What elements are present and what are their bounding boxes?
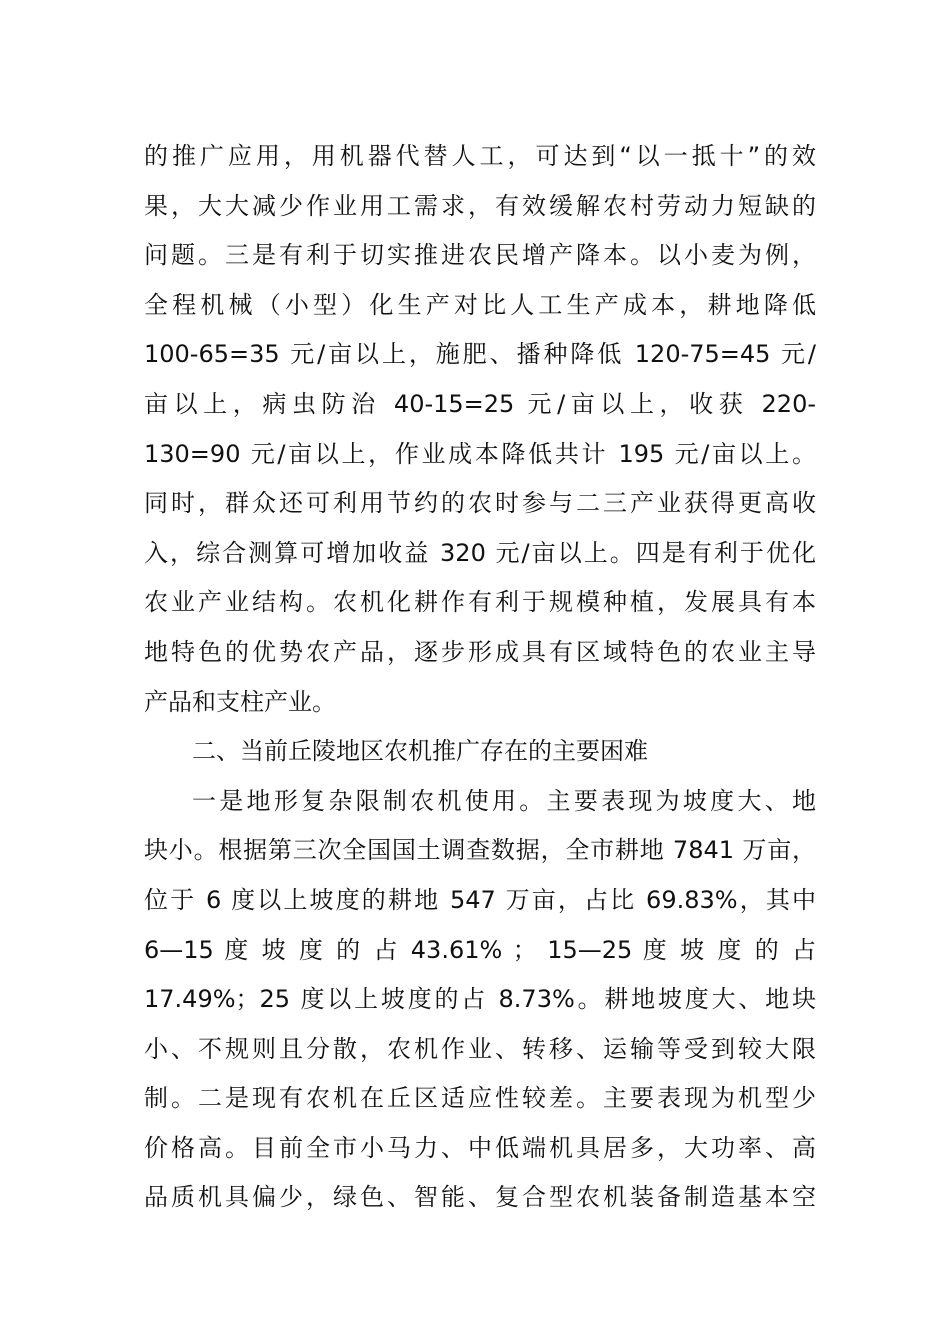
text-line: 100-65=35 元/亩以上，施肥、播种降低 120-75=45 元/	[144, 340, 816, 369]
text-line: 问题。三是有利于切实推进农民增产降本。以小麦为例，	[144, 241, 816, 270]
text-line: 位于 6 度以上坡度的耕地 547 万亩，占比 69.83%，其中	[144, 885, 816, 914]
text-line: 亩以上，病虫防治 40-15=25 元/亩以上，收获 220-	[144, 389, 816, 418]
text-line: 制。二是现有农机在丘区适应性较差。主要表现为机型少	[144, 1084, 816, 1113]
text-line: 6—15 度 坡 度 的 占 43.61% ； 15—25 度 坡 度 的 占	[144, 935, 816, 964]
text-line: 价格高。目前全市小马力、中低端机具居多，大功率、高	[144, 1133, 816, 1162]
text-line: 的推广应用，用机器代替人工，可达到“以一抵十”的效	[144, 142, 816, 170]
text-line: 17.49%；25 度以上坡度的占 8.73%。耕地坡度大、地块	[144, 985, 816, 1014]
text-line: 产品和支柱产业。	[144, 687, 336, 716]
paragraph-first-line: 一是地形复杂限制农机使用。主要表现为坡度大、地	[192, 786, 816, 815]
text-line: 130=90 元/亩以上，作业成本降低共计 195 元/亩以上。	[144, 439, 816, 468]
text-line: 全程机械（小型）化生产对比人工生产成本，耕地降低	[144, 290, 816, 319]
text-line: 小、不规则且分散，农机作业、转移、运输等受到较大限	[144, 1034, 816, 1063]
text-line: 地特色的优势农产品，逐步形成具有区域特色的农业主导	[144, 637, 816, 666]
section-heading: 二、当前丘陵地区农机推广存在的主要困难	[192, 737, 648, 766]
text-line: 块小。根据第三次全国国土调查数据，全市耕地 7841 万亩，	[144, 836, 816, 865]
body-text	[144, 132, 816, 1223]
text-line: 果，大大减少作业用工需求，有效缓解农村劳动力短缺的	[144, 191, 816, 220]
text-line: 同时，群众还可利用节约的农时参与二三产业获得更高收	[144, 489, 816, 518]
text-line: 农业产业结构。农机化耕作有利于规模种植，发展具有本	[144, 588, 816, 617]
text-line: 品质机具偏少，绿色、智能、复合型农机装备制造基本空	[144, 1183, 816, 1212]
text-line: 入，综合测算可增加收益 320 元/亩以上。四是有利于优化	[144, 538, 816, 567]
